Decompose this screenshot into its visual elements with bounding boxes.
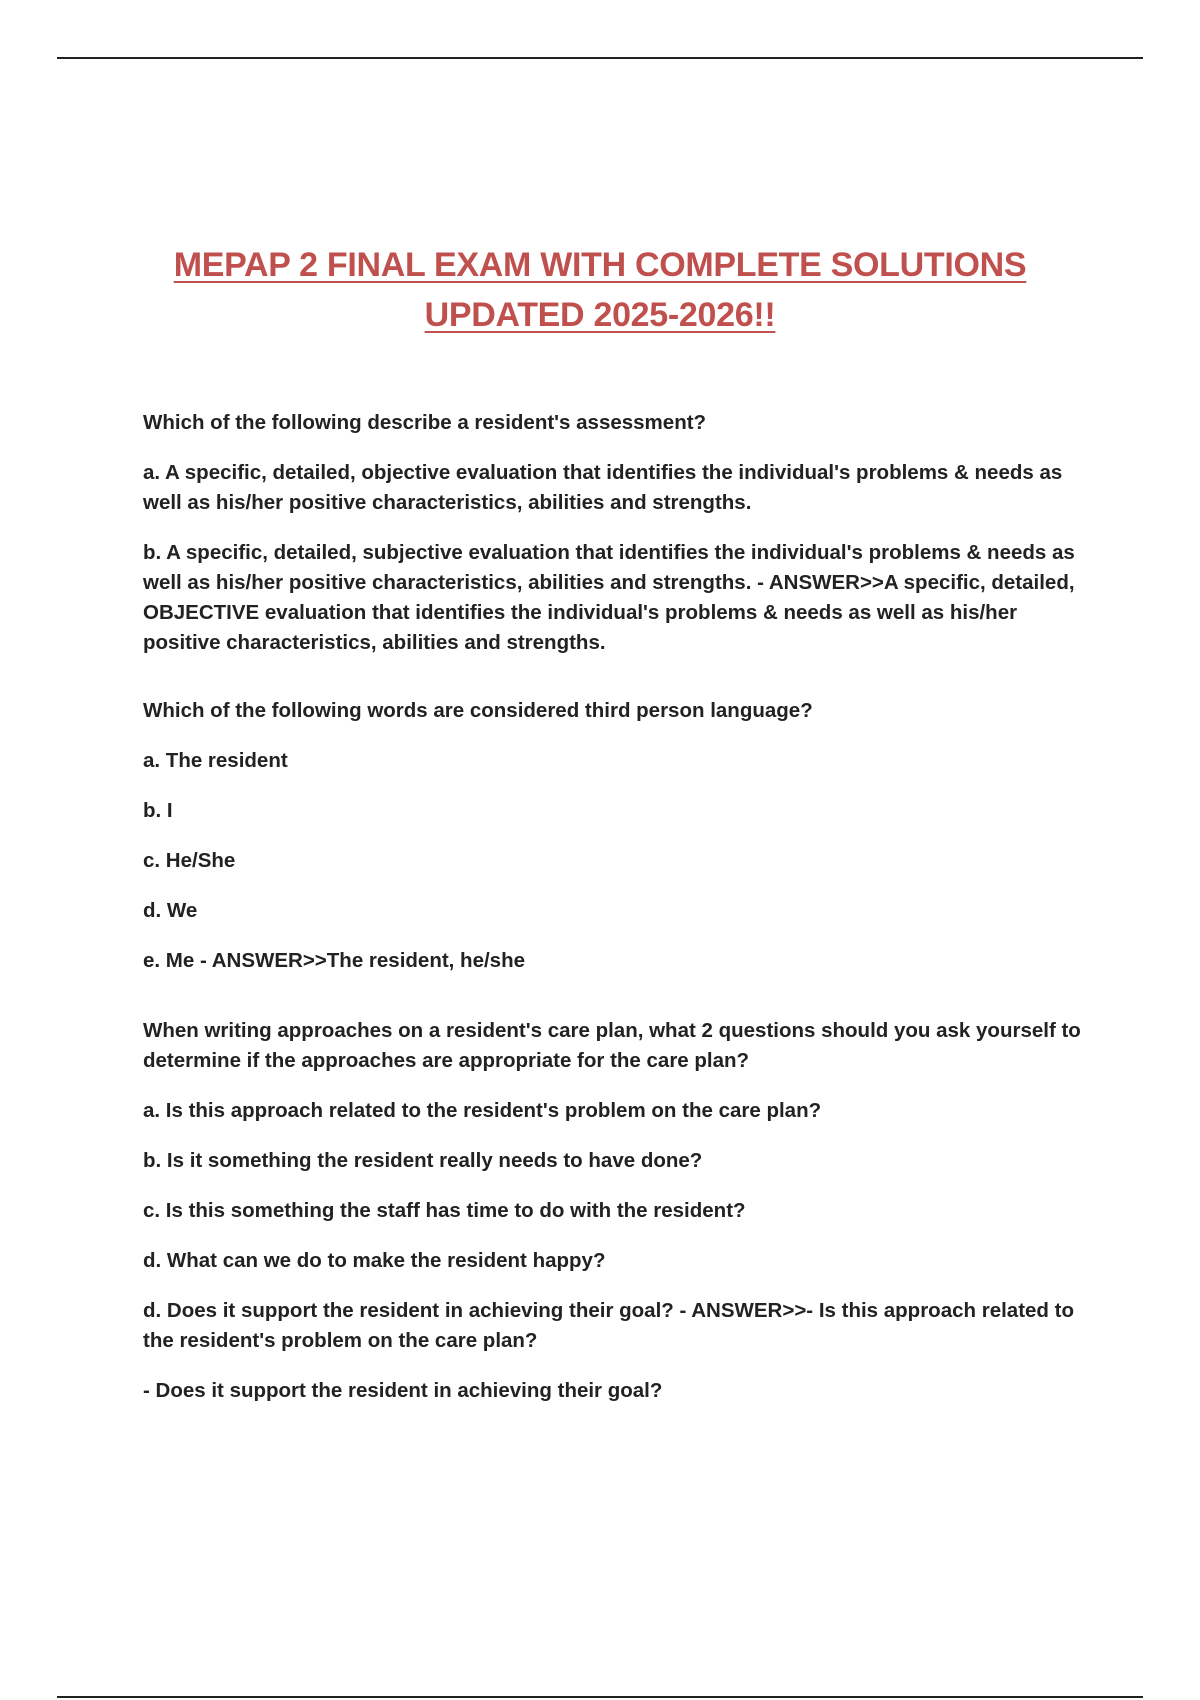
option-a: a. The resident xyxy=(143,749,288,772)
option-c: c. Is this something the staff has time to do with the resident? xyxy=(143,1199,746,1222)
answer-continuation: - Does it support the resident in achieving their goal? xyxy=(143,1379,663,1402)
option-a: a. A specific, detailed, objective evaluation that identifies the individual's problems & needs as well as his/her positive characteristics, abilities and strengths. xyxy=(143,461,1063,514)
document-body xyxy=(143,408,1093,1444)
question-block-2 xyxy=(143,696,1093,976)
question-text: When writing approaches on a resident's care plan, what 2 questions should you ask yourself to determine if the approaches are appropriate for the care plan? xyxy=(143,1019,1081,1072)
option-e-with-answer: e. Me - ANSWER>>The resident, he/she xyxy=(143,949,526,972)
option-c: c. He/She xyxy=(143,849,236,872)
title-line-2: UPDATED 2025-2026!! xyxy=(424,296,776,334)
option-d: d. We xyxy=(143,899,198,922)
question-text: Which of the following describe a resident's assessment? xyxy=(143,411,707,434)
top-rule xyxy=(57,57,1143,59)
title-line-1: MEPAP 2 FINAL EXAM WITH COMPLETE SOLUTIONS xyxy=(173,246,1027,284)
question-block-1 xyxy=(143,408,1093,658)
option-d2-with-answer: d. Does it support the resident in achieving their goal? - ANSWER>>- Is this approach related to the resident's problem on the care plan? xyxy=(143,1299,1074,1352)
option-d: d. What can we do to make the resident happy? xyxy=(143,1249,606,1272)
option-b: b. I xyxy=(143,799,173,822)
option-b-with-answer: b. A specific, detailed, subjective evaluation that identifies the individual's problems & needs as well as his/her positive characteristics, abilities and strengths. - ANSWER>>A specific, detailed, OBJECTIVE evaluation that identifies the individual's problems & needs as well as his/her positive characteristics, abilities and strengths. xyxy=(143,541,1075,654)
option-a: a. Is this approach related to the resident's problem on the care plan? xyxy=(143,1099,822,1122)
question-text: Which of the following words are considered third person language? xyxy=(143,699,813,722)
document-title xyxy=(100,240,1100,340)
question-block-3 xyxy=(143,1016,1093,1406)
bottom-rule xyxy=(57,1696,1143,1698)
option-b: b. Is it something the resident really needs to have done? xyxy=(143,1149,703,1172)
